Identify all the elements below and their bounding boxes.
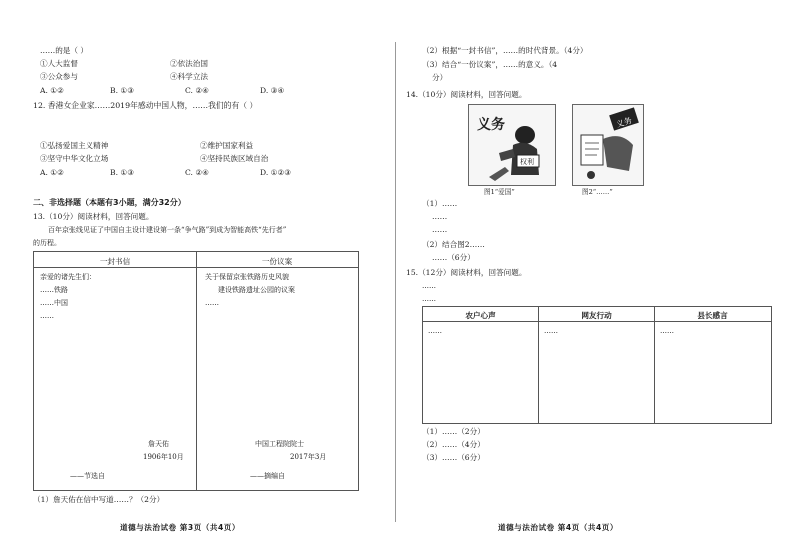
q11-opt-4: ④科学立法: [170, 72, 208, 81]
q13-sub-1: （1）詹天佑在信中写道……？（2分）: [33, 495, 165, 504]
proposal-line: 建设铁路遗址公园的议案: [218, 286, 295, 294]
cartoon-figure-1-drawing: [469, 105, 555, 185]
q11-opt-1: ①人大监督: [40, 59, 78, 68]
col-proposal-heading: 一份议案: [261, 257, 293, 266]
q14-sub-2-cont: ……（6分）: [432, 253, 475, 262]
figure-1-caption: 图1“爱国”: [484, 188, 515, 196]
proposal-line: ……: [205, 299, 219, 307]
q13-box-column-rule: [196, 251, 197, 491]
q13-sub-3-cont: 分）: [432, 73, 448, 82]
q12-opt-3: ③坚守中华文化立场: [40, 154, 109, 163]
q13-sub-3: （3）结合“一份议案”，……的意义。（4: [422, 60, 558, 69]
q15-stem: 15.（12分）阅读材料，回答问题。: [406, 268, 527, 277]
cartoon-figure-1: [468, 104, 556, 186]
q13-stem: 13.（10分）阅读材料，回答问题。: [33, 212, 154, 221]
proposal-date: 2017年3月: [290, 453, 327, 461]
q15-sub-2: （2）……（4分）: [422, 440, 485, 449]
q15-table-col-rule-1: [538, 306, 539, 424]
figure-2-caption: 图2“……”: [582, 188, 613, 196]
q15-table: [422, 306, 772, 424]
proposal-signature: 中国工程院院士: [255, 440, 304, 448]
table-cell-line: ……: [428, 327, 442, 335]
q12-opt-4: ④坚持民族区域自治: [200, 154, 269, 163]
letter-date: 1906年10月: [143, 453, 184, 461]
q11-opt-2: ②依法治国: [170, 59, 208, 68]
q12-answer-c: C. ②④: [185, 168, 209, 177]
fig1-rights-label: 权利: [520, 158, 534, 166]
q13-intro-1: 百年京张线见证了中国自主设计建设第一条“争气路”到成为智能高铁“先行者”: [48, 226, 287, 234]
q12-answer-d: D. ①②③: [260, 168, 292, 177]
q11-answer-d: D. ③④: [260, 86, 285, 95]
table-head-netizens: 网友行动: [581, 311, 612, 320]
fig1-title-text: 义务: [477, 117, 505, 133]
q15-table-col-rule-2: [654, 306, 655, 424]
section-2-heading: 二、非选择题（本题有3小题，满分32分）: [33, 198, 186, 207]
q12-opt-2: ②维护国家利益: [200, 141, 254, 150]
q14-sub-1-cont: ……: [432, 212, 448, 221]
q11-answer-c: C. ②④: [185, 86, 209, 95]
q12-stem: 12. 香港女企业家……2019年感动中国人物，……我们的有（ ）: [33, 101, 258, 110]
q13-intro-2: 的历程。: [33, 239, 61, 247]
q11-answer-b: B. ①③: [110, 86, 135, 95]
q14-sub-1-cont-2: ……: [432, 225, 448, 234]
q15-intro-2: ……: [422, 295, 436, 303]
fig2-title-text: 义务: [615, 115, 634, 130]
table-cell-line: ……: [660, 327, 674, 335]
letter-source: ——节选自: [70, 472, 105, 480]
col-letter-heading: 一封书信: [99, 257, 131, 266]
table-cell-line: ……: [544, 327, 558, 335]
q15-sub-3: （3）……（6分）: [422, 453, 485, 462]
page-footer-3: 道德与法治试卷 第3页（共4页）: [120, 523, 240, 532]
q12-opt-1: ①弘扬爱国主义精神: [40, 141, 109, 150]
proposal-line: 关于保留京张铁路历史风貌: [205, 273, 289, 281]
q13-sub-2: （2）根据“一封书信”，……的时代背景。（4分）: [422, 46, 588, 55]
exam-page-3: [0, 0, 395, 560]
letter-line: ……中国: [40, 299, 68, 307]
page-footer-4: 道德与法治试卷 第4页（共4页）: [498, 523, 618, 532]
q12-answer-a: A. ①②: [40, 168, 64, 177]
q12-answer-b: B. ①③: [110, 168, 135, 177]
letter-signature: 詹天佑: [148, 440, 169, 448]
q11-tail: ……的是（ ）: [40, 46, 88, 55]
cartoon-figure-2: [572, 104, 644, 186]
proposal-source: ——摘编自: [250, 472, 285, 480]
letter-line: ……铁路: [40, 286, 68, 294]
table-head-county-head: 县长感言: [697, 311, 728, 320]
exam-page-4: [398, 0, 794, 560]
q15-intro-1: ……: [422, 282, 436, 290]
q14-stem: 14.（10分）阅读材料，回答问题。: [406, 90, 527, 99]
letter-line: ……: [40, 312, 54, 320]
letter-line: 亲爱的诸先生们：: [40, 273, 96, 281]
page-divider: [395, 42, 396, 522]
table-head-farmers: 农户心声: [465, 311, 496, 320]
q15-sub-1: （1）……（2分）: [422, 427, 485, 436]
cartoon-figure-2-drawing: [573, 105, 643, 185]
q11-answer-a: A. ①②: [40, 86, 64, 95]
q11-opt-3: ③公众参与: [40, 72, 78, 81]
q15-table-header-rule: [422, 321, 772, 322]
q14-sub-1: （1）……: [422, 199, 458, 208]
q14-sub-2: （2）结合图2……: [422, 240, 485, 249]
